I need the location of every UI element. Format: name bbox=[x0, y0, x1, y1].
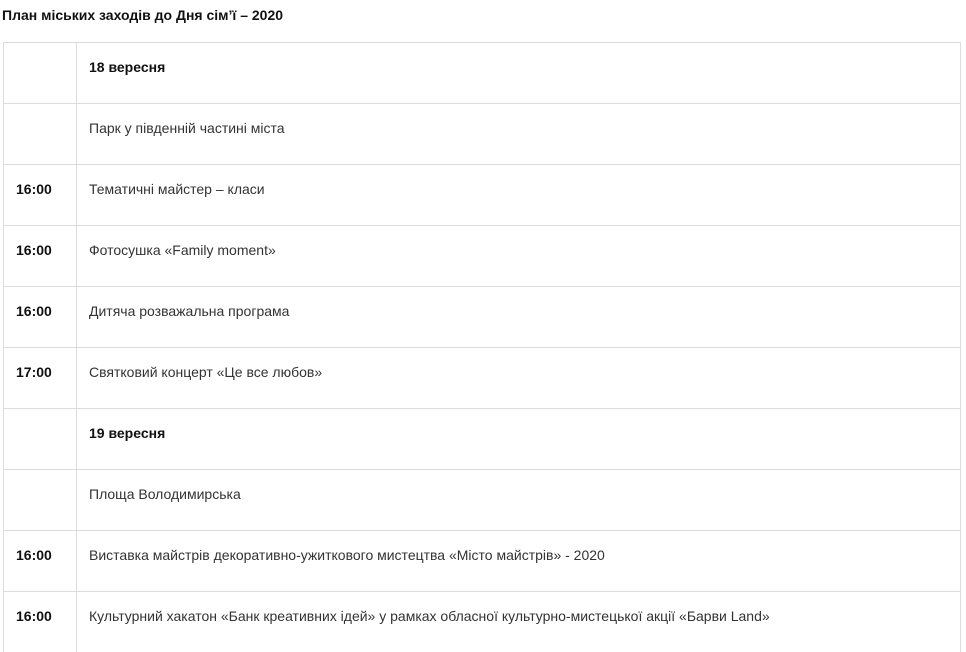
time-cell bbox=[4, 43, 77, 104]
event-title: Святковий концерт «Це все любов» bbox=[77, 348, 961, 409]
table-row bbox=[4, 531, 961, 592]
event-title: Дитяча розважальна програма bbox=[77, 287, 961, 348]
event-title: Тематичні майстер – класи bbox=[77, 165, 961, 226]
event-title: Виставка майстрів декоративно-ужиткового мистецтва «Місто майстрів» - 2020 bbox=[77, 531, 961, 592]
venue-label: Площа Володимирська bbox=[77, 470, 961, 531]
time-cell: 16:00 bbox=[4, 287, 77, 348]
table-row bbox=[4, 226, 961, 287]
time-cell: 16:00 bbox=[4, 592, 77, 652]
time-cell bbox=[4, 409, 77, 470]
table-row bbox=[4, 409, 961, 470]
event-title: Культурний хакатон «Банк креативних ідей» у рамках обласної культурно-мистецької акції «Барви Land» bbox=[77, 592, 961, 652]
time-cell bbox=[4, 104, 77, 165]
date-heading: 18 вересня bbox=[77, 43, 961, 104]
time-cell bbox=[4, 470, 77, 531]
venue-label: Парк у південній частині міста bbox=[77, 104, 961, 165]
schedule-table bbox=[3, 42, 961, 652]
table-row bbox=[4, 470, 961, 531]
table-row bbox=[4, 43, 961, 104]
table-row bbox=[4, 104, 961, 165]
event-title: Фотосушка «Family moment» bbox=[77, 226, 961, 287]
table-row bbox=[4, 348, 961, 409]
time-cell: 16:00 bbox=[4, 226, 77, 287]
date-heading: 19 вересня bbox=[77, 409, 961, 470]
time-cell: 17:00 bbox=[4, 348, 77, 409]
time-cell: 16:00 bbox=[4, 531, 77, 592]
table-row bbox=[4, 592, 961, 652]
table-row bbox=[4, 165, 961, 226]
page-title: План міських заходів до Дня сім’ї – 2020 bbox=[2, 7, 284, 23]
time-cell: 16:00 bbox=[4, 165, 77, 226]
table-row bbox=[4, 287, 961, 348]
